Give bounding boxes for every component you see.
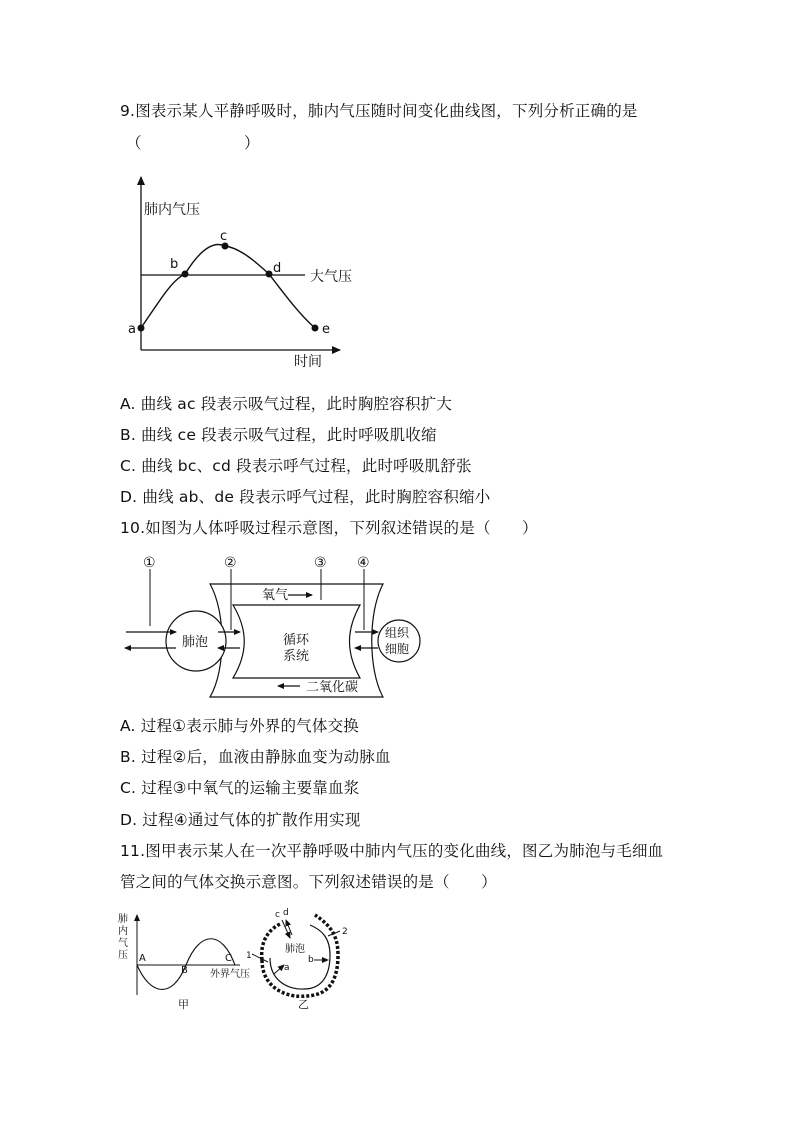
- q10-circulation-label-1: 循环: [283, 633, 310, 648]
- q11-yi-label-c: c: [275, 910, 280, 920]
- q11-yi-caption: 乙: [298, 998, 309, 1011]
- q10-stem: 10.如图为人体呼吸过程示意图，下列叙述错误的是（ ）: [120, 519, 538, 537]
- q11-yi-label-d: d: [283, 908, 289, 918]
- q11-fig-yi: [246, 908, 348, 1011]
- q9-point-e: [312, 325, 319, 332]
- q10-marker-2: ②: [224, 555, 237, 571]
- q11-jia-y-char-4: 压: [118, 950, 128, 961]
- q11-jia-point-C: C: [225, 953, 232, 964]
- q11-jia-y-char-1: 肺: [118, 914, 128, 925]
- q10-marker-4: ④: [357, 555, 370, 571]
- q9-point-d: [266, 271, 273, 278]
- q9-point-a: [138, 325, 145, 332]
- q9-stem: 9.图表示某人平静呼吸时，肺内气压随时间变化曲线图，下列分析正确的是: [120, 102, 638, 120]
- q9-answer-paren-right: ）: [244, 134, 260, 152]
- q11-yi-alveolus-label: 肺泡: [285, 944, 305, 955]
- q11-yi-alveolus-wall: [270, 925, 330, 989]
- q11-jia-caption: 甲: [178, 998, 189, 1011]
- q11-yi-label-a: a: [284, 963, 290, 973]
- q11-fig-jia: [118, 912, 250, 1011]
- q11-jia-y-char-3: 气: [118, 938, 128, 949]
- q9-option-a: A. 曲线 ac 段表示吸气过程，此时胸腔容积扩大: [120, 395, 453, 413]
- q10-marker-1: ①: [143, 555, 156, 571]
- q9-option-d: D. 曲线 ab、de 段表示呼气过程，此时胸腔容积缩小: [120, 488, 491, 506]
- q11-yi-label-1: 1: [246, 951, 252, 961]
- q11-stem-line-2: 管之间的气体交换示意图。下列叙述错误的是（ ）: [120, 873, 497, 891]
- q9-pressure-graph: [128, 177, 352, 370]
- q9-label-c: c: [220, 229, 228, 244]
- q11-jia-ref-label: 外界气压: [210, 969, 250, 980]
- q10-co2-label: 二氧化碳: [306, 680, 359, 695]
- q10-marker-3: ③: [314, 555, 327, 571]
- q11-yi-label-b: b: [308, 955, 314, 965]
- q9-label-a: a: [128, 322, 136, 337]
- q11-yi-label-2: 2: [342, 927, 348, 937]
- q10-oxygen-label: 氧气: [262, 588, 289, 603]
- q10-alveolus-label: 肺泡: [182, 635, 209, 650]
- q9-pressure-curve: [141, 245, 315, 328]
- q10-respiration-diagram: [125, 555, 420, 697]
- q9-label-b: b: [170, 257, 179, 272]
- q9-option-c: C. 曲线 bc、cd 段表示呼气过程，此时呼吸肌舒张: [120, 457, 472, 475]
- q11-stem-line-1: 11.图甲表示某人在一次平静呼吸中肺内气压的变化曲线，图乙为肺泡与毛细血: [120, 842, 664, 860]
- q11-jia-point-A: A: [139, 953, 146, 964]
- q9-x-label: 时间: [294, 354, 322, 370]
- q9-y-label: 肺内气压: [144, 202, 200, 218]
- q9-option-b: B. 曲线 ce 段表示吸气过程，此时呼吸肌收缩: [120, 426, 437, 444]
- q11-jia-y-char-2: 内: [118, 926, 128, 937]
- q9-label-e: e: [322, 322, 330, 337]
- q9-ref-label: 大气压: [310, 269, 352, 285]
- q11-jia-point-B: B: [181, 965, 188, 976]
- q10-option-b: B. 过程②后，血液由静脉血变为动脉血: [120, 748, 391, 766]
- q10-option-d: D. 过程④通过气体的扩散作用实现: [120, 811, 361, 829]
- q9-point-b: [182, 271, 189, 278]
- q10-circulation-label-2: 系统: [283, 649, 310, 664]
- q10-tissue-label-2: 细胞: [385, 642, 410, 656]
- q10-option-a: A. 过程①表示肺与外界的气体交换: [120, 717, 359, 735]
- q10-option-c: C. 过程③中氧气的运输主要靠血浆: [120, 779, 360, 797]
- q10-tissue-label-1: 组织: [385, 626, 410, 640]
- q9-label-d: d: [273, 261, 282, 276]
- q9-answer-paren-left: （: [126, 134, 142, 152]
